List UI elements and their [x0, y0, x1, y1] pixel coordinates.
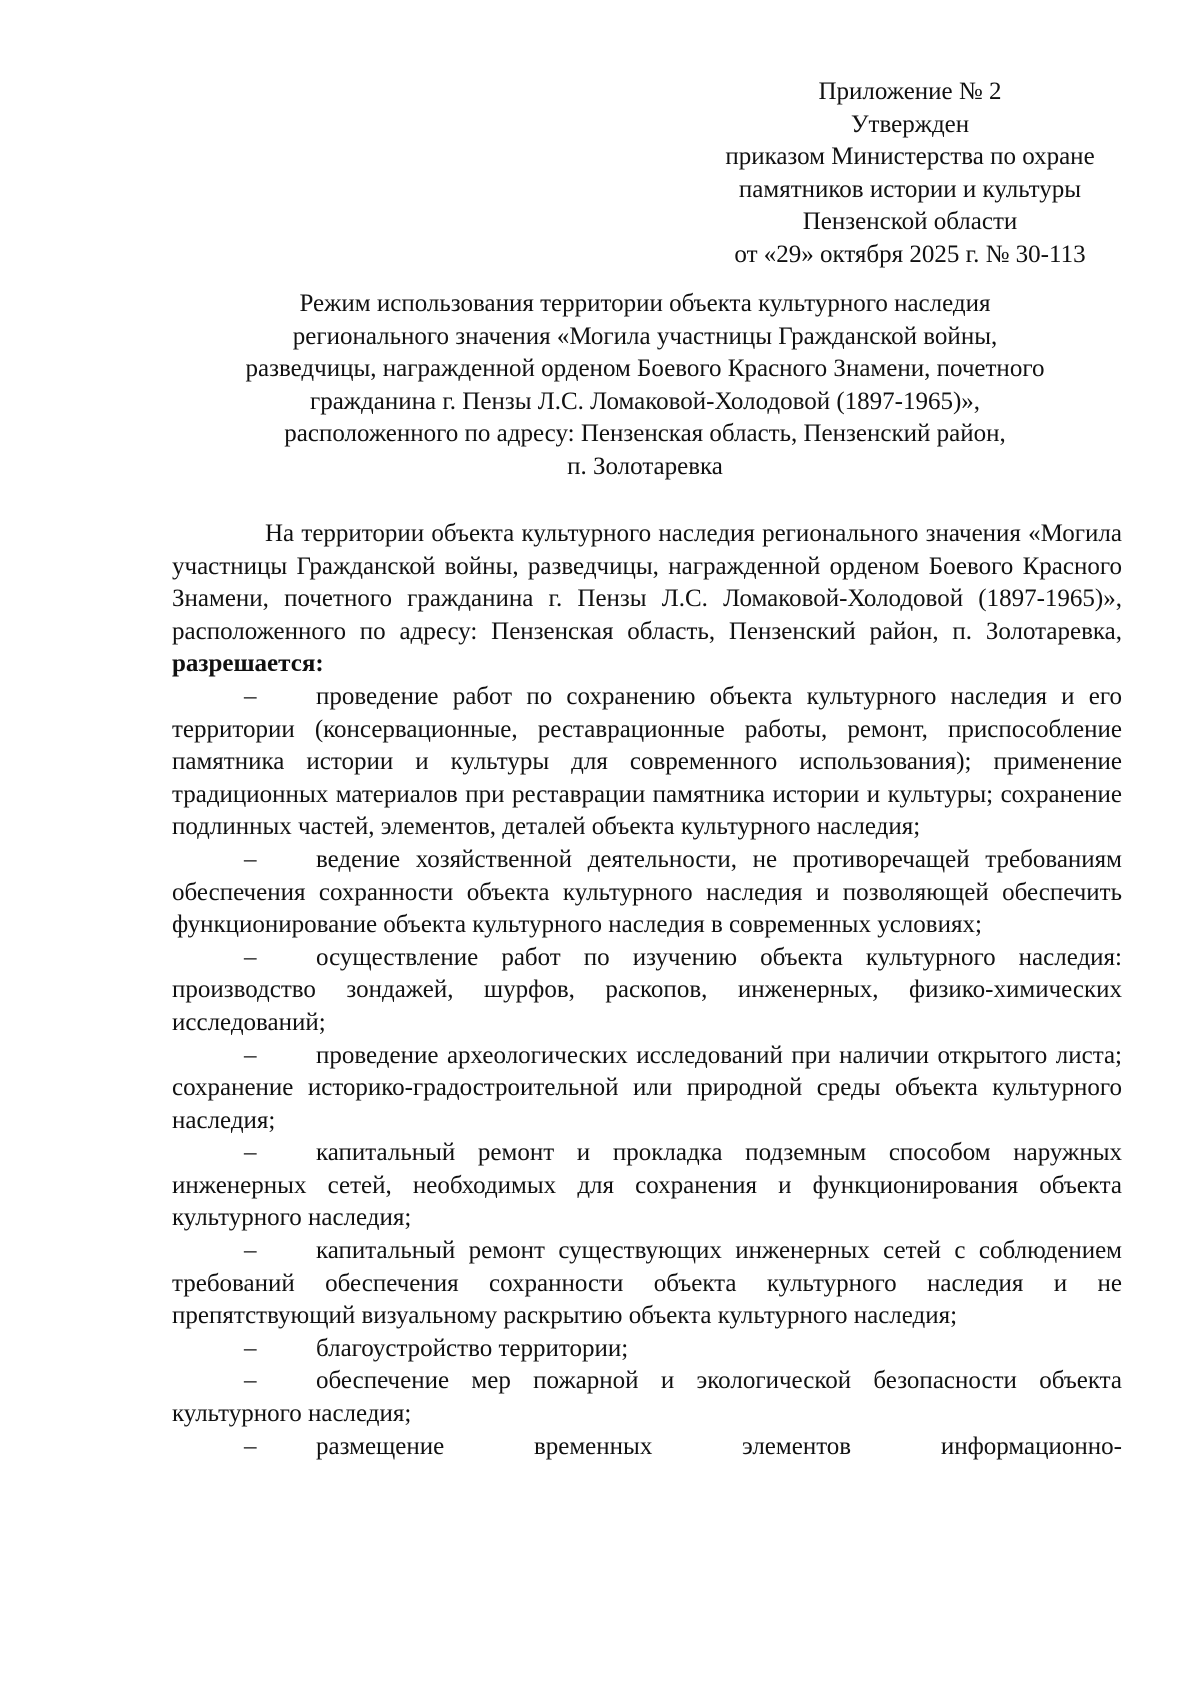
list-item [172, 1333, 1122, 1366]
title-line: гражданина г. Пензы Л.С. Ломаковой-Холодовой (1897-1965)», [309, 387, 981, 415]
approval-order-line: приказом Министерства по охране [725, 143, 1095, 171]
title-line: разведчицы, награжденной орденом Боевого Красного Знамени, почетного [245, 355, 1045, 383]
list-item-text: ведение хозяйственной деятельности, не противоречащей требованиям обеспечения сохранности объекта культурного наследия и позволяющей обеспечить функционирование объекта культурного наследия в современных условиях; [172, 845, 1122, 939]
list-item [172, 1235, 1122, 1333]
approval-authority-line: памятников истории и культуры [738, 175, 1082, 203]
appendix-number: Приложение № 2 [818, 78, 1002, 105]
title-line: расположенного по адресу: Пензенская область, Пензенский район, [284, 420, 1006, 448]
list-item-text: размещение временных элементов информационно- [316, 1432, 1122, 1460]
list-item [172, 1040, 1122, 1138]
title-line: Режим использования территории объекта культурного наследия [299, 290, 991, 317]
list-item [172, 1137, 1122, 1235]
list-item [172, 681, 1122, 844]
list-item-text: обеспечение мер пожарной и экологической безопасности объекта культурного наследия; [172, 1367, 1122, 1428]
list-item-text: проведение археологических исследований при наличии открытого листа; сохранение историко-градостроительной или природной среды объекта культурного наследия; [172, 1041, 1122, 1134]
dash-bullet: – [244, 845, 257, 873]
title-line: п. Золотаревка [567, 452, 723, 480]
document-title [170, 288, 1120, 484]
list-item [172, 844, 1122, 942]
appendix-approval-block [685, 76, 1135, 272]
list-item-text: капитальный ремонт существующих инженерных сетей с соблюдением требований обеспечения сохранности объекта культурного наследия и не препятствующий визуальному раскрытию объекта культурного наследия; [172, 1237, 1122, 1330]
approval-region-line: Пензенской области [802, 208, 1018, 236]
list-item [172, 1431, 1122, 1464]
dash-bullet: – [244, 1041, 257, 1069]
approval-date-number: от «29» октября 2025 г. № 30-113 [734, 240, 1086, 268]
title-line: регионального значения «Могила участницы Гражданской войны, [292, 322, 998, 350]
list-item-text: осуществление работ по изучению объекта культурного наследия: производство зондажей, шурфов, раскопов, инженерных, физико-химических исследований; [172, 943, 1122, 1036]
dash-bullet: – [244, 1334, 257, 1362]
list-item [172, 942, 1122, 1040]
document-body [172, 518, 1122, 1463]
list-item-text: благоустройство территории; [316, 1334, 629, 1362]
approval-label: Утвержден [850, 110, 970, 138]
dash-bullet: – [244, 1367, 257, 1395]
list-item [172, 1365, 1122, 1430]
dash-bullet: – [244, 682, 257, 710]
dash-bullet: – [244, 943, 257, 971]
intro-text: На территории объекта культурного наследия регионального значения «Могила участницы Гражданской войны, разведчицы, награжденной орденом Боевого Красного Знамени, почетного гражданина г. Пензы Л.С. Ломаковой-Холодовой (1897-1965)», расположенного по адресу: Пензенская область, Пензенский район, п. Золотаревка, [172, 520, 1122, 645]
list-item-text: капитальный ремонт и прокладка подземным способом наружных инженерных сетей, необходимых для сохранения и функционирования объекта культурного наследия; [172, 1139, 1122, 1232]
dash-bullet: – [244, 1237, 257, 1265]
dash-bullet: – [244, 1432, 257, 1460]
intro-permitted-label: разрешается: [172, 650, 324, 678]
list-item-text: проведение работ по сохранению объекта культурного наследия и его территории (консервационные, реставрационные работы, ремонт, приспособление памятника истории и культуры для современного использования); применение традиционных материалов при реставрации памятника истории и культуры; сохранение подлинных частей, элементов, деталей объекта культурного наследия; [172, 682, 1122, 841]
dash-bullet: – [244, 1139, 257, 1167]
intro-paragraph [172, 518, 1122, 681]
